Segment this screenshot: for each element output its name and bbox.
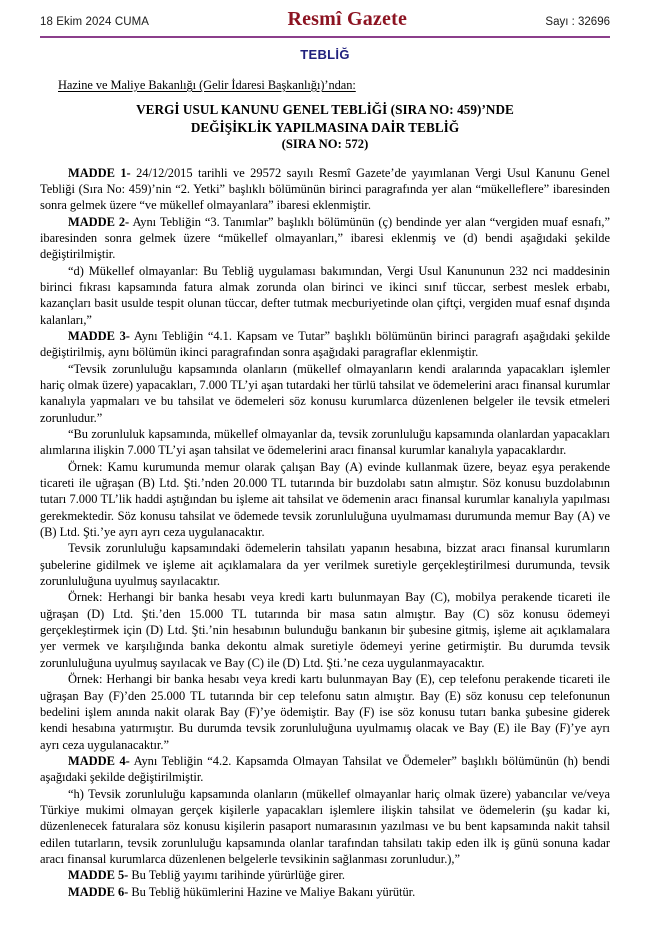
paragraph-text: Tevsik zorunluluğu kapsamındaki ödemelerin tahsilatı yapanın hesabına, bizzat aracı finansal kurumların şubelerine gidilmek ve işleme ait açıklamalara da yer verilmek suretiyle gerçekleştirilmesi durumunda, tevsik zorunluluğuna uyulmuş sayılacaktır.	[40, 541, 610, 589]
publication-date: 18 Ekim 2024 CUMA	[40, 16, 150, 28]
article-label: MADDE 1-	[68, 165, 131, 180]
issuing-authority: Hazine ve Maliye Bakanlığı (Gelir İdaresi Başkanlığı)’ndan:	[58, 78, 356, 92]
document-title-line-2: DEĞİŞİKLİK YAPILMASINA DAİR TEBLİĞ	[190, 119, 460, 135]
paragraph-text: “Tevsik zorunluluğu kapsamında olanların (mükellef olmayanların kendi aralarında yapacakları işlemler hariç olmak üzere) yapacakları, 7.000 TL’yi aşan tutardaki her türlü tahsilat ve ödemelerini aracı finansal kurumlar kanalıyla yapmaları ve bu tahsilat ve ödemeleri söz konusu kurumlarca düzenlenen belgeler ile tevsik etmeleri zorunludur.”	[40, 361, 610, 425]
document-body	[40, 165, 610, 900]
body-paragraph	[40, 671, 610, 753]
paragraph-text: Bu Tebliğ yayımı tarihinde yürürlüğe girer.	[128, 868, 345, 883]
paragraph-text: Bu Tebliğ hükümlerini Hazine ve Maliye Bakanı yürütür.	[128, 884, 416, 899]
body-paragraph	[40, 459, 610, 541]
document-title	[40, 101, 610, 154]
document-title-line-3: (SIRA NO: 572)	[281, 137, 369, 151]
article-label: MADDE 2-	[68, 214, 130, 229]
body-paragraph	[40, 214, 610, 263]
section-heading: TEBLİĞ	[300, 47, 350, 62]
paragraph-text: 24/12/2015 tarihli ve 29572 sayılı Resmî Gazete’de yayımlanan Vergi Usul Kanunu Genel Tebliği (Sıra No: 459)’nin “2. Yetki” başlıklı bölümünün birinci paragrafında yer alan “mükelleflere” ibaresinden sonra gelmek üzere “ve mükellef olmayanlara” ibaresi eklenmiştir.	[40, 165, 610, 213]
body-paragraph	[40, 540, 610, 589]
body-paragraph	[40, 263, 610, 328]
body-paragraph	[40, 589, 610, 671]
paragraph-text: “d) Mükellef olmayanlar: Bu Tebliğ uygulaması bakımından, Vergi Usul Kanununun 232 nci maddesinin birinci fıkrası kapsamında fatura almak zorunda olan birinci ve ikinci sınıf tüccar, serbest meslek erbabı, kazançları basit usulde tespit olunan tüccar, defter tutmak mecburiyetinde olan çiftçi, vergiden muaf esnaf dışında kalanları,”	[40, 263, 610, 327]
paragraph-text: Aynı Tebliğin “3. Tanımlar” başlıklı bölümünün (ç) bendinde yer alan “vergiden muaf esnafı,” ibaresinden sonra gelmek üzere “mükellef olmayanları,” ibaresi eklenmiş ve (d) bendi aşağıdaki şekilde değiştirilmiştir.	[40, 214, 610, 262]
body-paragraph	[40, 753, 610, 786]
article-label: MADDE 4-	[68, 753, 130, 768]
masthead-divider	[40, 36, 610, 38]
paragraph-text: Örnek: Kamu kurumunda memur olarak çalışan Bay (A) evinde kullanmak üzere, beyaz eşya perakende ticareti ile uğraşan (B) Ltd. Şti.’nden 20.000 TL tutarında bir buzdolabı satın almıştır. Söz konusu buzdolabının tutarı 7.000 TL’lik haddi aştığından bu işleme ait tahsilat ve ödemenin aracı finansal kurumlar kanalıyla yapılması gerekmektedir. Söz konusu tahsilat ve ödemede tevsik zorunluluğuna uyulmaması durumunda memur Bay (A) ve (B) Ltd. Şti.’ye ayrı ayrı ceza uygulanacaktır.	[40, 459, 610, 540]
body-paragraph	[40, 328, 610, 361]
document-title-line-1: VERGİ USUL KANUNU GENEL TEBLİĞİ (SIRA NO: 459)’NDE	[136, 102, 514, 117]
issue-number: Sayı : 32696	[545, 16, 610, 28]
body-paragraph	[40, 361, 610, 426]
gazette-title: Resmî Gazete	[287, 8, 408, 30]
masthead	[40, 9, 610, 33]
article-label: MADDE 3-	[68, 328, 130, 343]
paragraph-text: Örnek: Herhangi bir banka hesabı veya kredi kartı bulunmayan Bay (E), cep telefonu perakende ticareti ile uğraşan Bay (F)’den 25.000 TL tutarında bir cep telefonu satın almıştır. Bay (E) söz konusu cep telefonunun bedelini işlem anında nakit olarak Bay (F)’ye ödemiştir. Bay (F) ise söz konusu tutarı banka şubesine giderek kendi hesabına yatırmıştır. Bu durumda tevsik zorunluluğuna uyulmamış olacak ve Bay (E) ile Bay (F)’ye ayrı ayrı ceza uygulanacaktır.”	[40, 672, 610, 752]
body-paragraph	[40, 786, 610, 868]
body-paragraph	[40, 867, 610, 883]
article-label: MADDE 6-	[68, 884, 129, 899]
article-label: MADDE 5-	[68, 868, 129, 883]
paragraph-text: Örnek: Herhangi bir banka hesabı veya kredi kartı bulunmayan Bay (C), mobilya perakende ticareti ile uğraşan (D) Ltd. Şti.’den 15.000 TL tutarında bir masa satın almıştır. Bay (C) söz konusu ödemeyi gerçekleştirmek için (D) Ltd. Şti.’nin hesabının bulunduğu bankanın bir şubesine gitmiş, işleme ait açıklamalara yer vermek ve karşılığında banka dekontu almak suretiyle ödemeyi yerine getirmiştir. Bu durumda tevsik zorunluluğuna uyulmuş sayılacak ve Bay (C) ile (D) Ltd. Şti.’ne ceza uygulanmayacaktır.	[40, 590, 610, 670]
body-paragraph	[40, 884, 610, 900]
paragraph-text: Aynı Tebliğin “4.2. Kapsamda Olmayan Tahsilat ve Ödemeler” başlıklı bölümünün (h) bendi aşağıdaki şekilde değiştirilmiştir.	[40, 753, 610, 785]
body-paragraph	[40, 165, 610, 214]
paragraph-text: “Bu zorunluluk kapsamında, mükellef olmayanlar da, tevsik zorunluluğu kapsamında olanlardan yapacakları alımlarına ilişkin 7.000 TL’yi aşan tahsilat ve ödemelerini aracı finansal kurumlar kanalıyla yapacaklardır.	[40, 427, 610, 458]
paragraph-text: “h) Tevsik zorunluluğu kapsamında olanların (mükellef olmayanlar hariç olmak üzere) yabancılar ve/veya Türkiye mukimi olmayan gerçek kişilerle yapacakları işlemlere ilişkin tahsilat ve ödemelerin (şu kadar ki, düzenlenecek faturalara söz konusu kişilerin pasaport numarasının yazılması ve bu bent kapsamında nakit tahsil edilen tutarların, tevsik zorunluluğu kapsamında olanlar tarafından tahsilatı takip eden ilk iş günü sonuna kadar aracı finansal kurumlarca düzenlenen belgelerle tevsikinin sağlanması zorunludur.),”	[40, 786, 610, 866]
body-paragraph	[40, 426, 610, 459]
paragraph-text: Aynı Tebliğin “4.1. Kapsam ve Tutar” başlıklı bölümünün birinci paragrafı aşağıdaki şekilde değiştirilmiş, aynı bölümün ikinci paragrafından sonra aşağıdaki paragraflar eklenmiştir.	[40, 328, 610, 360]
